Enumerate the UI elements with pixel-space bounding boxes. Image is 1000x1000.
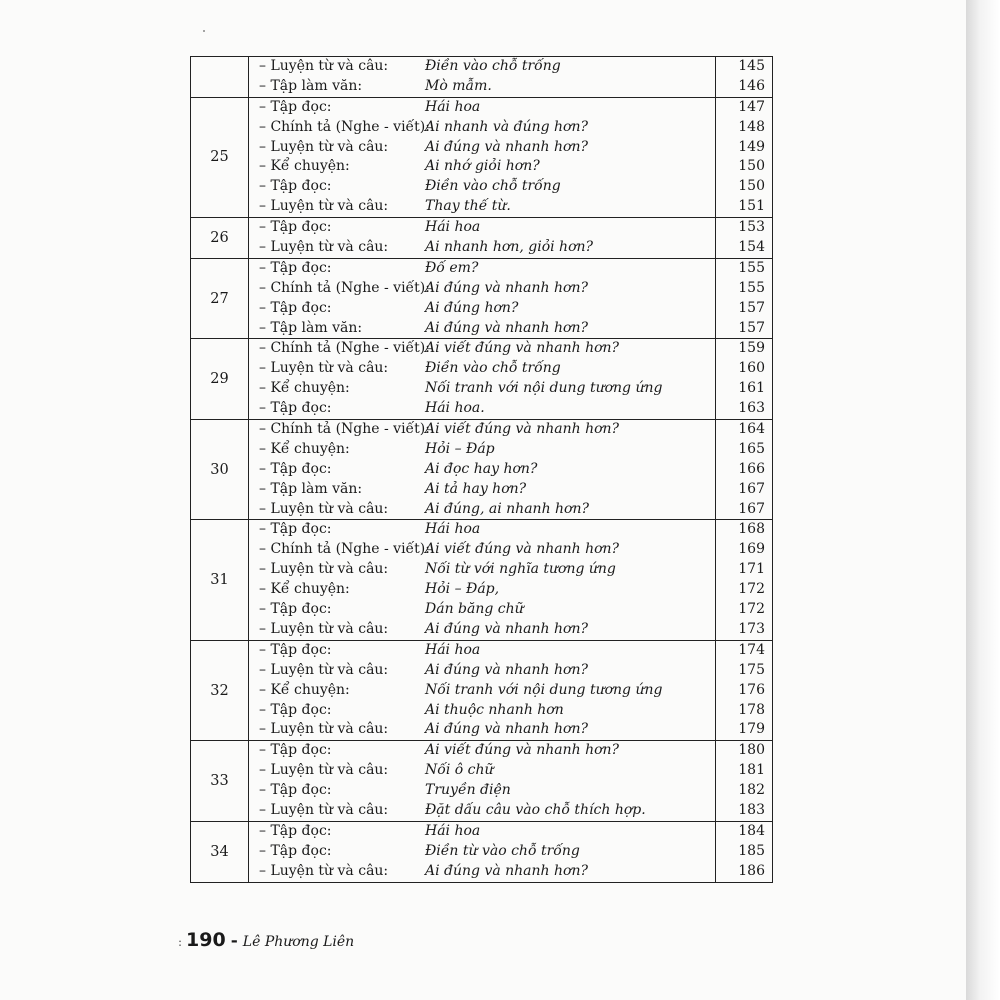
lesson-entry xyxy=(249,741,715,761)
lesson-entry xyxy=(249,259,715,279)
lesson-entry xyxy=(249,177,715,197)
week-number: 26 xyxy=(191,218,249,259)
week-number: 27 xyxy=(191,258,249,339)
lesson-subject: – Chính tả (Nghe - viết): xyxy=(259,279,430,296)
toc-week-row xyxy=(191,741,773,822)
page-list xyxy=(716,640,773,740)
lesson-entry xyxy=(249,299,715,319)
lesson-entry xyxy=(249,580,715,600)
toc-week-row xyxy=(191,57,773,98)
lesson-entry xyxy=(249,279,715,299)
lesson-subject: – Tập đọc: xyxy=(259,460,332,477)
lesson-entry xyxy=(249,379,715,399)
lesson-list xyxy=(249,741,716,822)
lesson-subject: – Luyện từ và câu: xyxy=(259,661,389,678)
lesson-subject: – Chính tả (Nghe - viết): xyxy=(259,118,430,135)
lesson-list xyxy=(249,218,716,259)
week-number: 25 xyxy=(191,97,249,217)
lesson-entry xyxy=(249,157,715,177)
author-name: Lê Phương Liên xyxy=(242,934,355,950)
lesson-title: Hái hoa xyxy=(425,521,481,538)
lesson-title: Ai viết đúng và nhanh hơn? xyxy=(425,742,620,759)
lesson-page-number: 179 xyxy=(738,721,765,738)
toc-week-row xyxy=(191,339,773,420)
lesson-subject: – Luyện từ và câu: xyxy=(259,500,389,517)
lesson-page-number: 172 xyxy=(738,601,765,618)
lesson-list xyxy=(249,520,716,640)
paper-speck xyxy=(203,30,205,32)
lesson-title: Ai tả hay hơn? xyxy=(425,480,527,497)
lesson-page-number: 181 xyxy=(738,762,765,779)
lesson-entry xyxy=(249,138,715,158)
lesson-title: Ai đúng, ai nhanh hơn? xyxy=(425,500,590,517)
lesson-entry xyxy=(249,720,715,740)
toc-week-row xyxy=(191,520,773,640)
lesson-page-number: 157 xyxy=(738,319,765,336)
week-number: 34 xyxy=(191,821,249,882)
lesson-subject: – Tập làm văn: xyxy=(259,319,363,336)
lesson-entry xyxy=(249,842,715,862)
lesson-subject: – Chính tả (Nghe - viết): xyxy=(259,340,430,357)
lesson-entry xyxy=(249,761,715,781)
lesson-page-number: 184 xyxy=(738,822,765,839)
lesson-title: Đặt dấu câu vào chỗ thích hợp. xyxy=(425,801,646,818)
lesson-title: Điền vào chỗ trống xyxy=(425,178,561,195)
lesson-title: Nối ô chữ xyxy=(425,762,494,779)
lesson-entry xyxy=(249,359,715,379)
lesson-page-number: 169 xyxy=(738,541,765,558)
lesson-subject: – Tập đọc: xyxy=(259,400,332,417)
lesson-list xyxy=(249,821,716,882)
lesson-page-number: 154 xyxy=(738,239,765,256)
page-list xyxy=(716,420,773,520)
lesson-title: Hỏi – Đáp, xyxy=(425,581,500,598)
lesson-subject: – Tập đọc: xyxy=(259,98,332,115)
lesson-subject: – Tập đọc: xyxy=(259,701,332,718)
lesson-entry xyxy=(249,440,715,460)
lesson-list xyxy=(249,97,716,217)
lesson-entry xyxy=(249,661,715,681)
lesson-entry xyxy=(249,77,715,97)
week-number: 29 xyxy=(191,339,249,420)
lesson-title: Ai viết đúng và nhanh hơn? xyxy=(425,340,620,357)
lesson-subject: – Luyện từ và câu: xyxy=(259,239,389,256)
lesson-title: Mò mẫm. xyxy=(425,77,492,94)
lesson-subject: – Tập đọc: xyxy=(259,822,332,839)
lesson-list xyxy=(249,258,716,339)
lesson-subject: – Kể chuyện: xyxy=(259,681,350,698)
lesson-title: Dán băng chữ xyxy=(425,601,524,618)
lesson-entry xyxy=(249,238,715,258)
lesson-title: Ai đọc hay hơn? xyxy=(425,460,538,477)
lesson-title: Điền vào chỗ trống xyxy=(425,58,561,74)
page-number: 190 xyxy=(186,929,226,951)
lesson-page-number: 150 xyxy=(738,158,765,175)
lesson-title: Hái hoa xyxy=(425,98,481,115)
lesson-page-number: 147 xyxy=(738,98,765,115)
page-list xyxy=(716,57,773,98)
page-list xyxy=(716,520,773,640)
lesson-entry xyxy=(249,98,715,118)
lesson-list xyxy=(249,57,716,98)
lesson-subject: – Tập đọc: xyxy=(259,521,332,538)
lesson-subject: – Luyện từ và câu: xyxy=(259,58,389,74)
lesson-list xyxy=(249,640,716,740)
lesson-subject: – Chính tả (Nghe - viết): xyxy=(259,541,430,558)
lesson-title: Điền vào chỗ trống xyxy=(425,360,561,377)
lesson-page-number: 157 xyxy=(738,299,765,316)
week-number: 31 xyxy=(191,520,249,640)
toc-week-row xyxy=(191,821,773,882)
week-number: 32 xyxy=(191,640,249,740)
lesson-entry xyxy=(249,197,715,217)
lesson-page-number: 148 xyxy=(738,118,765,135)
page-list xyxy=(716,97,773,217)
lesson-subject: – Kể chuyện: xyxy=(259,581,350,598)
lesson-title: Hái hoa xyxy=(425,219,481,236)
page-list xyxy=(716,741,773,822)
lesson-title: Ai đúng và nhanh hơn? xyxy=(425,721,588,738)
lesson-subject: – Tập đọc: xyxy=(259,782,332,799)
lesson-subject: – Tập làm văn: xyxy=(259,77,363,94)
lesson-title: Thay thế từ. xyxy=(425,198,511,215)
lesson-entry xyxy=(249,118,715,138)
toc-week-row xyxy=(191,97,773,217)
lesson-title: Nối tranh với nội dung tương ứng xyxy=(425,380,663,397)
week-number: 33 xyxy=(191,741,249,822)
lesson-subject: – Tập đọc: xyxy=(259,259,332,276)
lesson-entry xyxy=(249,862,715,882)
lesson-entry xyxy=(249,480,715,500)
lesson-page-number: 171 xyxy=(738,561,765,578)
lesson-page-number: 173 xyxy=(738,620,765,637)
lesson-subject: – Kể chuyện: xyxy=(259,158,350,175)
lesson-entry xyxy=(249,339,715,359)
lesson-entry xyxy=(249,701,715,721)
lesson-title: Nối từ với nghĩa tương ứng xyxy=(425,561,616,578)
lesson-title: Ai đúng và nhanh hơn? xyxy=(425,862,588,879)
lesson-title: Ai đúng và nhanh hơn? xyxy=(425,661,588,678)
lesson-subject: – Chính tả (Nghe - viết): xyxy=(259,421,430,438)
lesson-page-number: 185 xyxy=(738,842,765,859)
lesson-page-number: 151 xyxy=(738,198,765,215)
lesson-title: Ai nhanh hơn, giỏi hơn? xyxy=(425,239,594,256)
lesson-page-number: 175 xyxy=(738,661,765,678)
lesson-title: Nối tranh với nội dung tương ứng xyxy=(425,681,663,698)
lesson-title: Ai viết đúng và nhanh hơn? xyxy=(425,421,620,438)
footer-separator: - xyxy=(230,931,238,951)
lesson-page-number: 149 xyxy=(738,138,765,155)
lesson-page-number: 155 xyxy=(738,259,765,276)
lesson-subject: – Luyện từ và câu: xyxy=(259,360,389,377)
lesson-title: Hái hoa xyxy=(425,641,481,658)
lesson-list xyxy=(249,339,716,420)
page-footer xyxy=(178,928,354,952)
lesson-entry xyxy=(249,540,715,560)
lesson-subject: – Luyện từ và câu: xyxy=(259,138,389,155)
lesson-entry xyxy=(249,620,715,640)
lesson-title: Truyền điện xyxy=(425,782,511,799)
lesson-subject: – Luyện từ và câu: xyxy=(259,762,389,779)
week-number xyxy=(191,57,249,98)
page-list xyxy=(716,339,773,420)
lesson-page-number: 161 xyxy=(738,380,765,397)
week-number: 30 xyxy=(191,420,249,520)
lesson-subject: – Tập đọc: xyxy=(259,299,332,316)
lesson-page-number: 166 xyxy=(738,460,765,477)
lesson-entry xyxy=(249,399,715,419)
lesson-title: Hái hoa xyxy=(425,822,481,839)
lesson-page-number: 168 xyxy=(738,521,765,538)
lesson-title: Ai nhanh và đúng hơn? xyxy=(425,118,588,135)
lesson-page-number: 163 xyxy=(738,400,765,417)
lesson-entry xyxy=(249,600,715,620)
lesson-page-number: 160 xyxy=(738,360,765,377)
page-list xyxy=(716,258,773,339)
table-of-contents xyxy=(190,56,773,883)
page-list xyxy=(716,821,773,882)
lesson-subject: – Luyện từ và câu: xyxy=(259,862,389,879)
lesson-title: Ai đúng và nhanh hơn? xyxy=(425,279,588,296)
lesson-title: Đố em? xyxy=(425,259,479,276)
lesson-page-number: 186 xyxy=(738,862,765,879)
lesson-subject: – Kể chuyện: xyxy=(259,380,350,397)
lesson-subject: – Tập đọc: xyxy=(259,742,332,759)
lesson-page-number: 167 xyxy=(738,480,765,497)
lesson-entry xyxy=(249,681,715,701)
toc-week-row xyxy=(191,218,773,259)
lesson-entry xyxy=(249,781,715,801)
lesson-page-number: 146 xyxy=(738,77,765,94)
lesson-title: Ai viết đúng và nhanh hơn? xyxy=(425,541,620,558)
lesson-subject: – Tập đọc: xyxy=(259,842,332,859)
lesson-page-number: 150 xyxy=(738,178,765,195)
lesson-page-number: 183 xyxy=(738,801,765,818)
lesson-subject: – Tập đọc: xyxy=(259,178,332,195)
lesson-title: Ai thuộc nhanh hơn xyxy=(425,701,564,718)
lesson-entry xyxy=(249,500,715,520)
lesson-subject: – Kể chuyện: xyxy=(259,440,350,457)
footer-mark: : xyxy=(178,935,183,949)
lesson-entry xyxy=(249,319,715,339)
page-edge-shadow xyxy=(966,0,1000,1000)
lesson-entry xyxy=(249,218,715,238)
toc-week-row xyxy=(191,640,773,740)
lesson-entry xyxy=(249,460,715,480)
lesson-page-number: 145 xyxy=(738,58,765,74)
lesson-page-number: 174 xyxy=(738,641,765,658)
lesson-entry xyxy=(249,822,715,842)
lesson-subject: – Tập đọc: xyxy=(259,601,332,618)
lesson-page-number: 182 xyxy=(738,782,765,799)
lesson-entry xyxy=(249,641,715,661)
lesson-subject: – Luyện từ và câu: xyxy=(259,198,389,215)
lesson-title: Ai nhớ giỏi hơn? xyxy=(425,158,540,175)
lesson-page-number: 167 xyxy=(738,500,765,517)
lesson-subject: – Tập đọc: xyxy=(259,641,332,658)
lesson-title: Ai đúng và nhanh hơn? xyxy=(425,319,588,336)
lesson-page-number: 155 xyxy=(738,279,765,296)
lesson-title: Hỏi – Đáp xyxy=(425,440,495,457)
toc-week-row xyxy=(191,258,773,339)
lesson-subject: – Luyện từ và câu: xyxy=(259,721,389,738)
lesson-page-number: 178 xyxy=(738,701,765,718)
lesson-subject: – Luyện từ và câu: xyxy=(259,801,389,818)
lesson-title: Điền từ vào chỗ trống xyxy=(425,842,580,859)
lesson-page-number: 164 xyxy=(738,421,765,438)
lesson-title: Hái hoa. xyxy=(425,400,485,417)
lesson-entry xyxy=(249,420,715,440)
lesson-page-number: 165 xyxy=(738,440,765,457)
lesson-entry xyxy=(249,57,715,77)
lesson-page-number: 180 xyxy=(738,742,765,759)
page-list xyxy=(716,218,773,259)
lesson-title: Ai đúng hơn? xyxy=(425,299,519,316)
toc-body xyxy=(191,57,773,883)
toc-week-row xyxy=(191,420,773,520)
lesson-list xyxy=(249,420,716,520)
lesson-page-number: 153 xyxy=(738,219,765,236)
lesson-entry xyxy=(249,801,715,821)
lesson-subject: – Luyện từ và câu: xyxy=(259,620,389,637)
lesson-page-number: 172 xyxy=(738,581,765,598)
lesson-page-number: 176 xyxy=(738,681,765,698)
lesson-title: Ai đúng và nhanh hơn? xyxy=(425,620,588,637)
lesson-title: Ai đúng và nhanh hơn? xyxy=(425,138,588,155)
lesson-subject: – Tập làm văn: xyxy=(259,480,363,497)
lesson-subject: – Tập đọc: xyxy=(259,219,332,236)
lesson-entry xyxy=(249,560,715,580)
lesson-page-number: 159 xyxy=(738,340,765,357)
lesson-entry xyxy=(249,520,715,540)
lesson-subject: – Luyện từ và câu: xyxy=(259,561,389,578)
